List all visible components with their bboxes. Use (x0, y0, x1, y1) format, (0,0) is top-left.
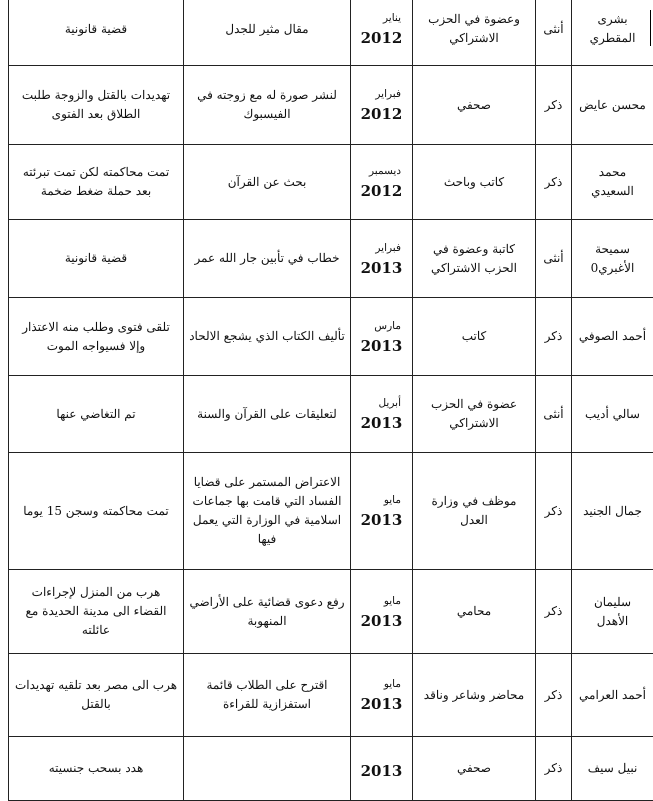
outcome-cell: تم التغاضي عنها (9, 376, 184, 453)
date-cell (351, 376, 413, 453)
year-label: 2013 (356, 612, 407, 630)
outcome-cell: تمت محاكمته وسجن 15 يوما (9, 453, 184, 570)
occupation-cell: عضوة في الحزب الاشتراكي (413, 376, 536, 453)
outcome-cell: هرب من المنزل لإجراءات القضاء الى مدينة الحديدة مع عائلته (9, 570, 184, 654)
person-name-cell: محمد السعيدي (572, 145, 653, 220)
person-name-cell: محسن عايض (572, 66, 653, 145)
person-name-cell: بشرى المقطري (572, 0, 653, 66)
year-label: 2012 (356, 105, 407, 123)
month-label: ديسمبر (356, 164, 407, 178)
table-row (9, 654, 653, 737)
gender-cell: ذكر (536, 737, 572, 801)
table-row (9, 453, 653, 570)
date-cell (351, 145, 413, 220)
date-cell (351, 737, 413, 801)
occupation-cell: كاتب وباحث (413, 145, 536, 220)
table-row (9, 298, 653, 376)
outcome-cell: تمت محاكمته لكن تمت تبرئته بعد حملة ضغط ضخمة (9, 145, 184, 220)
month-label: فبراير (356, 87, 407, 101)
reason-cell: بحث عن القرآن (184, 145, 351, 220)
year-label: 2013 (356, 762, 407, 780)
occupation-cell: كاتبة وعضوة في الحزب الاشتراكي (413, 220, 536, 298)
occupation-cell: صحفي (413, 66, 536, 145)
reason-cell: لنشر صورة له مع زوجته في الفيسبوك (184, 66, 351, 145)
outcome-cell: قضية قانونية (9, 220, 184, 298)
reason-cell: الاعتراض المستمر على قضايا الفساد التي قامت بها جماعات اسلامية في الوزارة التي يعمل فيها (184, 453, 351, 570)
table-row (9, 66, 653, 145)
reason-cell: اقترح على الطلاب قائمة استفزازية للقراءة (184, 654, 351, 737)
gender-cell: ذكر (536, 570, 572, 654)
gender-cell: ذكر (536, 453, 572, 570)
date-cell (351, 298, 413, 376)
reason-cell: لتعليقات على القرآن والسنة (184, 376, 351, 453)
reason-cell: مقال مثير للجدل (184, 0, 351, 66)
date-cell (351, 570, 413, 654)
year-label: 2013 (356, 511, 407, 529)
year-label: 2013 (356, 259, 407, 277)
date-cell (351, 453, 413, 570)
year-label: 2013 (356, 337, 407, 355)
date-cell (351, 654, 413, 737)
outcome-cell: هدد بسحب جنسيته (9, 737, 184, 801)
reason-cell: تأليف الكتاب الذي يشجع الالحاد (184, 298, 351, 376)
occupation-cell: موظف في وزارة العدل (413, 453, 536, 570)
outcome-cell: تلقى فتوى وطلب منه الاعتذار وإلا فسيواجه الموت (9, 298, 184, 376)
date-cell (351, 66, 413, 145)
occupation-cell: وعضوة في الحزب الاشتراكي (413, 0, 536, 66)
gender-cell: أنثى (536, 0, 572, 66)
gender-cell: ذكر (536, 66, 572, 145)
table-row (9, 145, 653, 220)
person-name-cell: أحمد الصوفي (572, 298, 653, 376)
person-name-cell: سميحة الأغبري0 (572, 220, 653, 298)
month-label: مايو (356, 677, 407, 691)
person-name-cell: جمال الجنيد (572, 453, 653, 570)
table-row (9, 0, 653, 66)
date-cell (351, 0, 413, 66)
table-row (9, 220, 653, 298)
year-label: 2013 (356, 695, 407, 713)
month-label: مايو (356, 493, 407, 507)
month-label: مايو (356, 594, 407, 608)
year-label: 2012 (356, 29, 407, 47)
year-label: 2013 (356, 414, 407, 432)
year-label: 2012 (356, 182, 407, 200)
gender-cell: أنثى (536, 220, 572, 298)
gender-cell: أنثى (536, 376, 572, 453)
outcome-cell: قضية قانونية (9, 0, 184, 66)
date-cell (351, 220, 413, 298)
document-page (8, 0, 653, 797)
table-row (9, 376, 653, 453)
person-name-cell: أحمد العرامي (572, 654, 653, 737)
gender-cell: ذكر (536, 298, 572, 376)
reason-cell (184, 737, 351, 801)
person-name-cell: نبيل سيف (572, 737, 653, 801)
month-label: فبراير (356, 241, 407, 255)
occupation-cell: محامي (413, 570, 536, 654)
gender-cell: ذكر (536, 654, 572, 737)
month-label: مارس (356, 319, 407, 333)
month-label: أبريل (356, 396, 407, 410)
occupation-cell: كاتب (413, 298, 536, 376)
occupation-cell: صحفي (413, 737, 536, 801)
gender-cell: ذكر (536, 145, 572, 220)
outcome-cell: هرب الى مصر بعد تلقيه تهديدات بالقتل (9, 654, 184, 737)
reason-cell: رفع دعوى قضائية على الأراضي المنهوبة (184, 570, 351, 654)
occupation-cell: محاضر وشاعر وناقد (413, 654, 536, 737)
person-name-cell: سالي أديب (572, 376, 653, 453)
table-row (9, 737, 653, 801)
month-label: يناير (356, 11, 407, 25)
outcome-cell: تهديدات بالقتل والزوجة طلبت الطلاق بعد الفتوى (9, 66, 184, 145)
reason-cell: خطاب في تأبين جار الله عمر (184, 220, 351, 298)
persecution-cases-table (8, 0, 653, 801)
text-cursor (650, 10, 651, 46)
table-row (9, 570, 653, 654)
person-name-cell: سليمان الأهدل (572, 570, 653, 654)
